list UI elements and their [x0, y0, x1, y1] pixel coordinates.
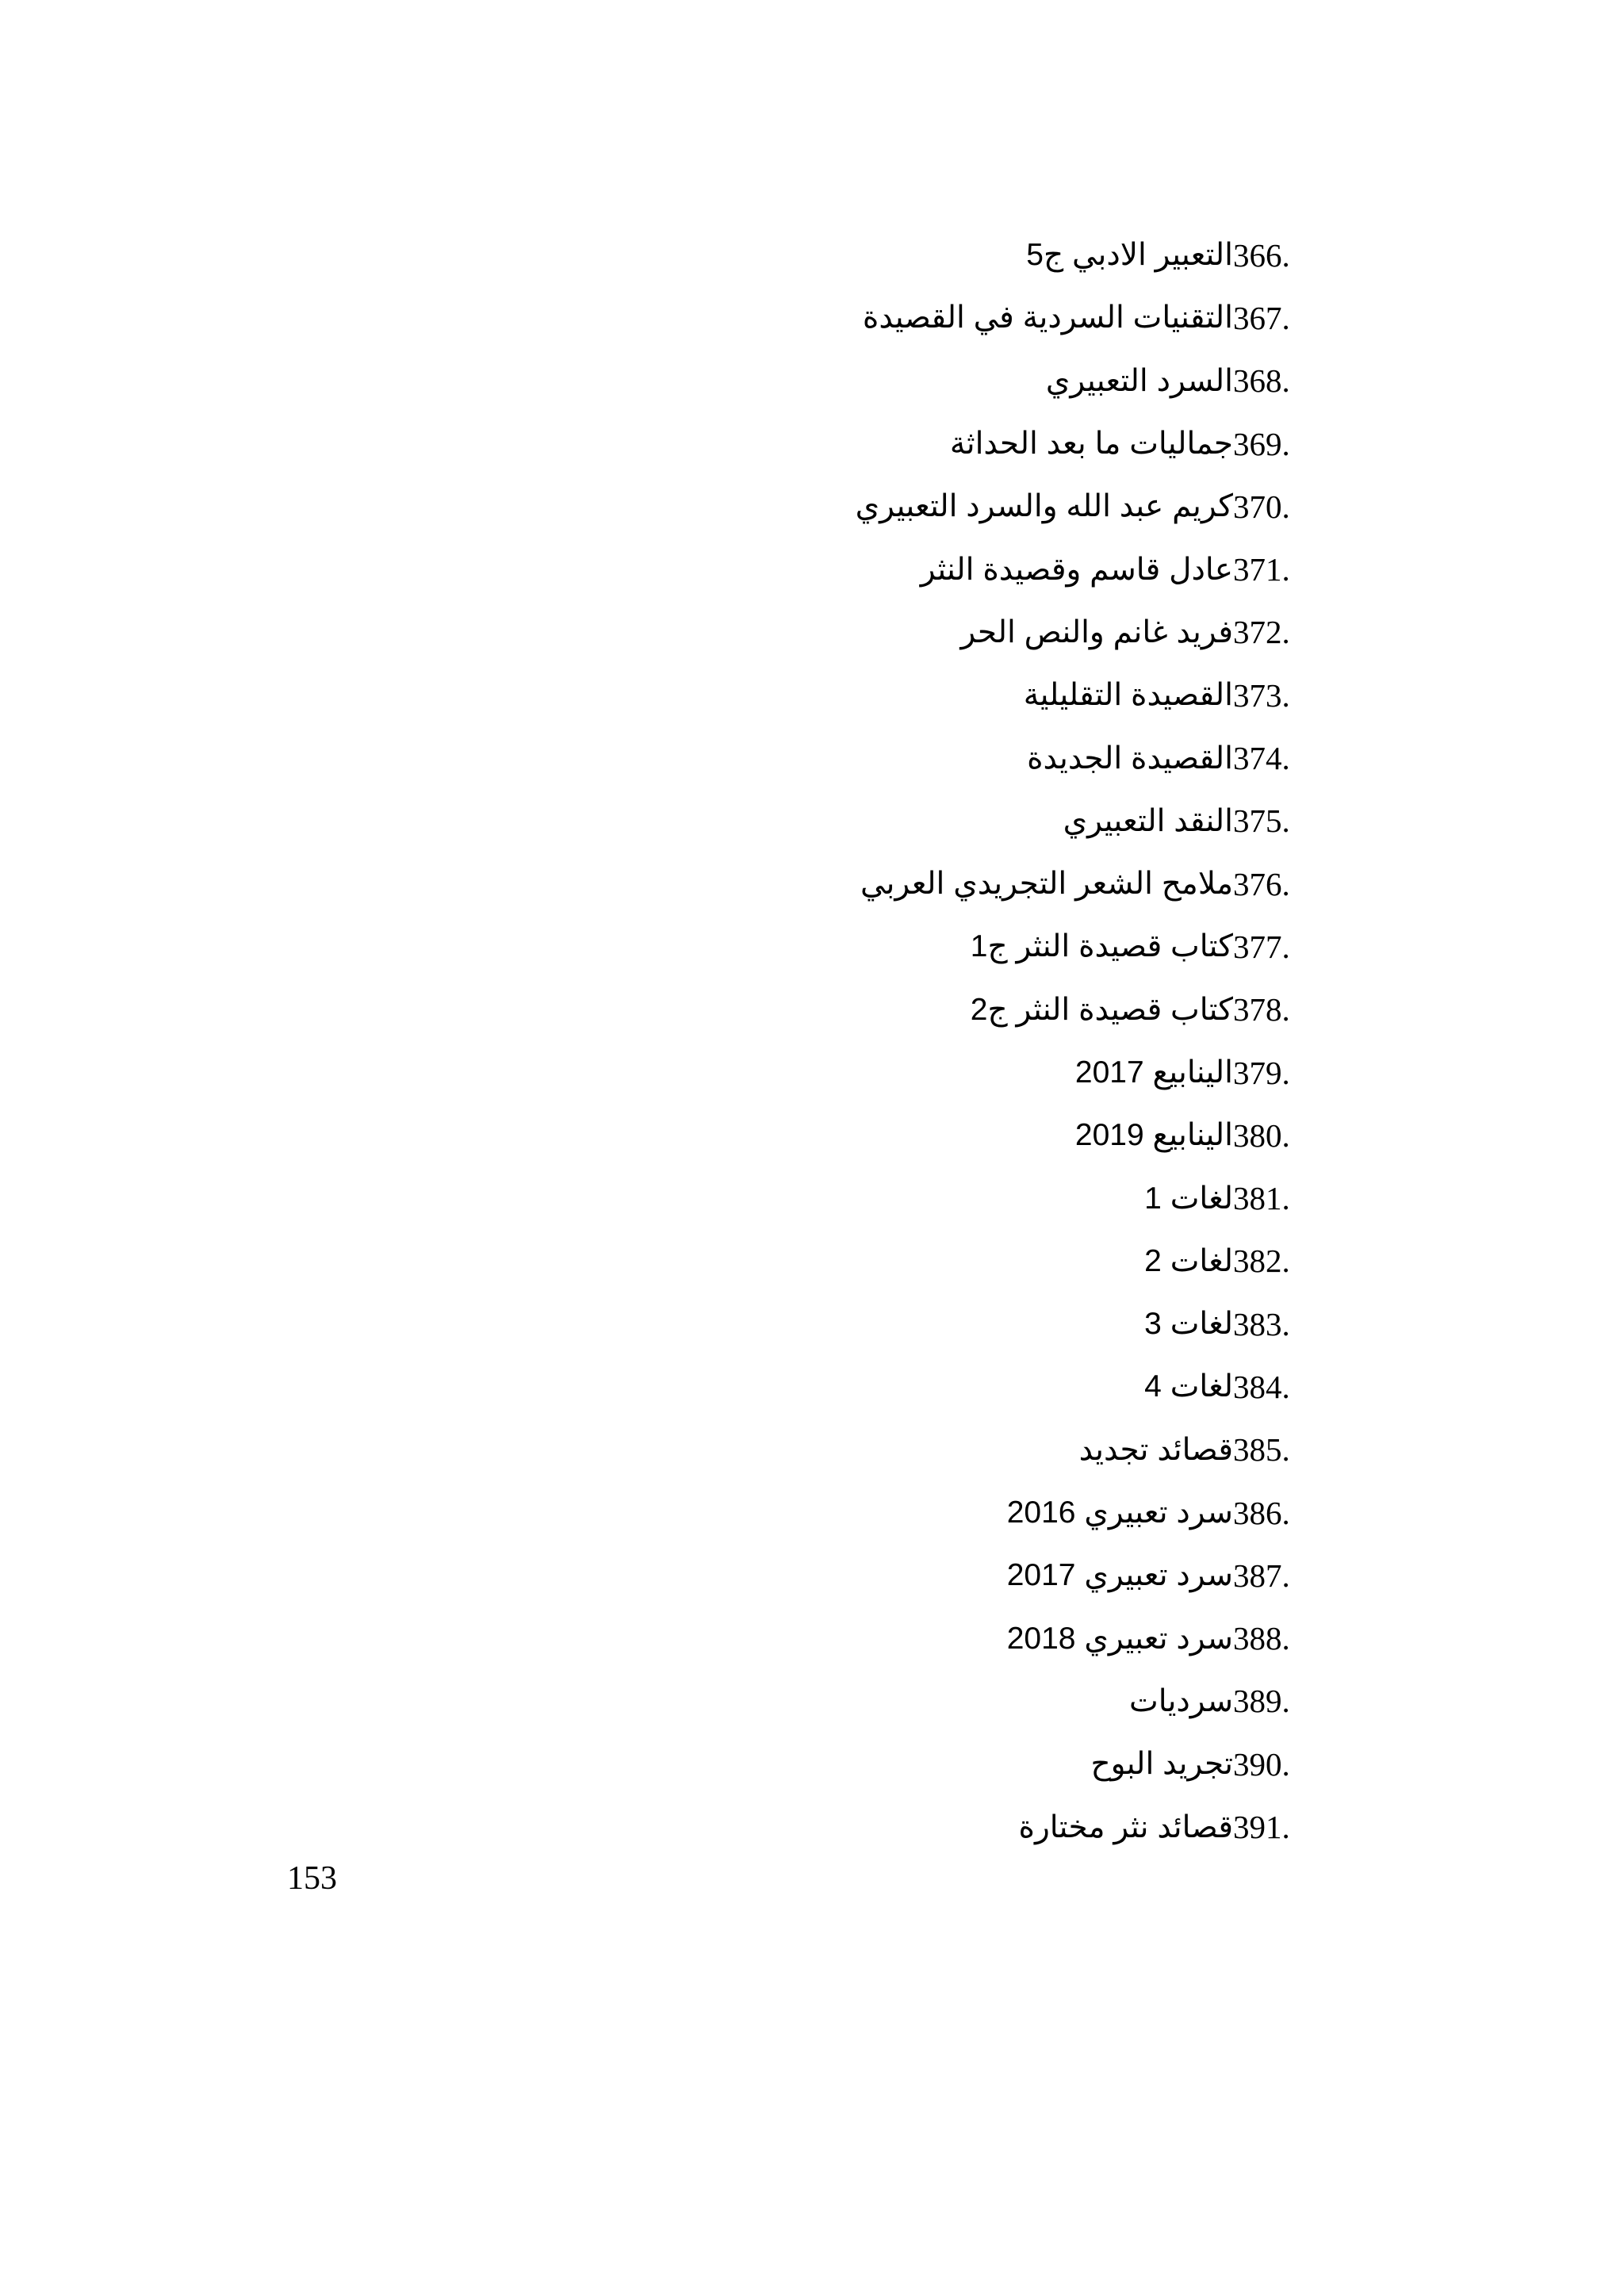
list-item	[159, 1293, 1348, 1355]
item-number: 367.	[1233, 299, 1290, 336]
item-number: 387.	[1233, 1557, 1290, 1594]
item-number: 383.	[1233, 1305, 1290, 1342]
page-number: 153	[287, 1860, 337, 1897]
list-item	[159, 1607, 1348, 1670]
item-title: سرد تعبيري 2016	[1006, 1496, 1233, 1530]
item-number: 374.	[1233, 740, 1290, 777]
item-number: 370.	[1233, 488, 1290, 525]
list-item	[159, 1670, 1348, 1733]
item-title: الينابيع 2019	[1074, 1118, 1233, 1153]
item-number: 373.	[1233, 676, 1290, 714]
item-title: فريد غانم والنص الحر	[960, 615, 1233, 649]
list-item	[159, 664, 1348, 726]
item-number: 390.	[1233, 1745, 1290, 1783]
item-number: 371.	[1233, 551, 1290, 588]
item-number: 382.	[1233, 1243, 1290, 1280]
item-title: كتاب قصيدة النثر ج2	[970, 992, 1233, 1027]
item-number: 375.	[1233, 802, 1290, 840]
item-title: لغات 2	[1144, 1243, 1233, 1278]
list-item	[159, 1419, 1348, 1481]
item-title: السرد التعبيري	[1045, 363, 1233, 398]
item-number: 379.	[1233, 1054, 1290, 1091]
item-number: 385.	[1233, 1431, 1290, 1469]
item-title: الينابيع 2017	[1074, 1055, 1233, 1090]
item-number: 369.	[1233, 425, 1290, 462]
list-item	[159, 538, 1348, 600]
list-item	[159, 412, 1348, 475]
list-item	[159, 790, 1348, 852]
item-title: كتاب قصيدة النثر ج1	[970, 929, 1233, 964]
item-number: 368.	[1233, 362, 1290, 400]
item-number: 391.	[1233, 1809, 1290, 1846]
list-item	[159, 1104, 1348, 1166]
item-title: سرد تعبيري 2018	[1006, 1621, 1233, 1656]
list-item	[159, 978, 1348, 1041]
item-title: ملامح الشعر التجريدي العربي	[860, 867, 1233, 902]
list-item	[159, 726, 1348, 789]
item-number: 384.	[1233, 1368, 1290, 1405]
book-list	[159, 224, 1348, 1859]
item-title: سرد تعبيري 2017	[1006, 1558, 1233, 1593]
item-title: قصائد تجديد	[1078, 1432, 1233, 1467]
list-item	[159, 1166, 1348, 1229]
list-item	[159, 1355, 1348, 1418]
list-item	[159, 350, 1348, 412]
list-item	[159, 1230, 1348, 1293]
item-title: سرديات	[1128, 1683, 1233, 1718]
list-item	[159, 1733, 1348, 1795]
item-number: 372.	[1233, 614, 1290, 651]
item-number: 388.	[1233, 1620, 1290, 1657]
item-number: 378.	[1233, 991, 1290, 1028]
item-number: 377.	[1233, 928, 1290, 965]
item-title: تجريد البوح	[1090, 1747, 1233, 1782]
item-number: 376.	[1233, 865, 1290, 902]
item-title: لغات 4	[1144, 1369, 1233, 1404]
item-number: 366.	[1233, 236, 1290, 274]
list-item	[159, 224, 1348, 286]
item-number: 389.	[1233, 1683, 1290, 1720]
list-item	[159, 915, 1348, 978]
item-title: التقنيات السردية في القصيدة	[862, 301, 1233, 335]
item-title: التعبير الادبي ج5	[1026, 238, 1233, 273]
item-title: لغات 3	[1144, 1307, 1233, 1342]
list-item	[159, 601, 1348, 664]
item-title: لغات 1	[1144, 1181, 1233, 1216]
list-item	[159, 1544, 1348, 1607]
item-title: كريم عبد الله والسرد التعبيري	[855, 489, 1233, 524]
item-title: قصائد نثر مختارة	[1018, 1810, 1233, 1844]
item-title: القصيدة التقليلية	[1023, 678, 1233, 713]
item-title: جماليات ما بعد الحداثة	[949, 427, 1233, 461]
item-title: عادل قاسم وقصيدة النثر	[920, 552, 1233, 587]
list-item	[159, 1041, 1348, 1104]
item-number: 386.	[1233, 1494, 1290, 1531]
list-item	[159, 1795, 1348, 1858]
list-item	[159, 286, 1348, 349]
list-item	[159, 1481, 1348, 1544]
item-title: النقد التعبيري	[1063, 803, 1233, 838]
item-number: 380.	[1233, 1116, 1290, 1154]
list-item	[159, 852, 1348, 915]
list-item	[159, 475, 1348, 538]
item-title: القصيدة الجديدة	[1027, 741, 1233, 776]
item-number: 381.	[1233, 1180, 1290, 1217]
